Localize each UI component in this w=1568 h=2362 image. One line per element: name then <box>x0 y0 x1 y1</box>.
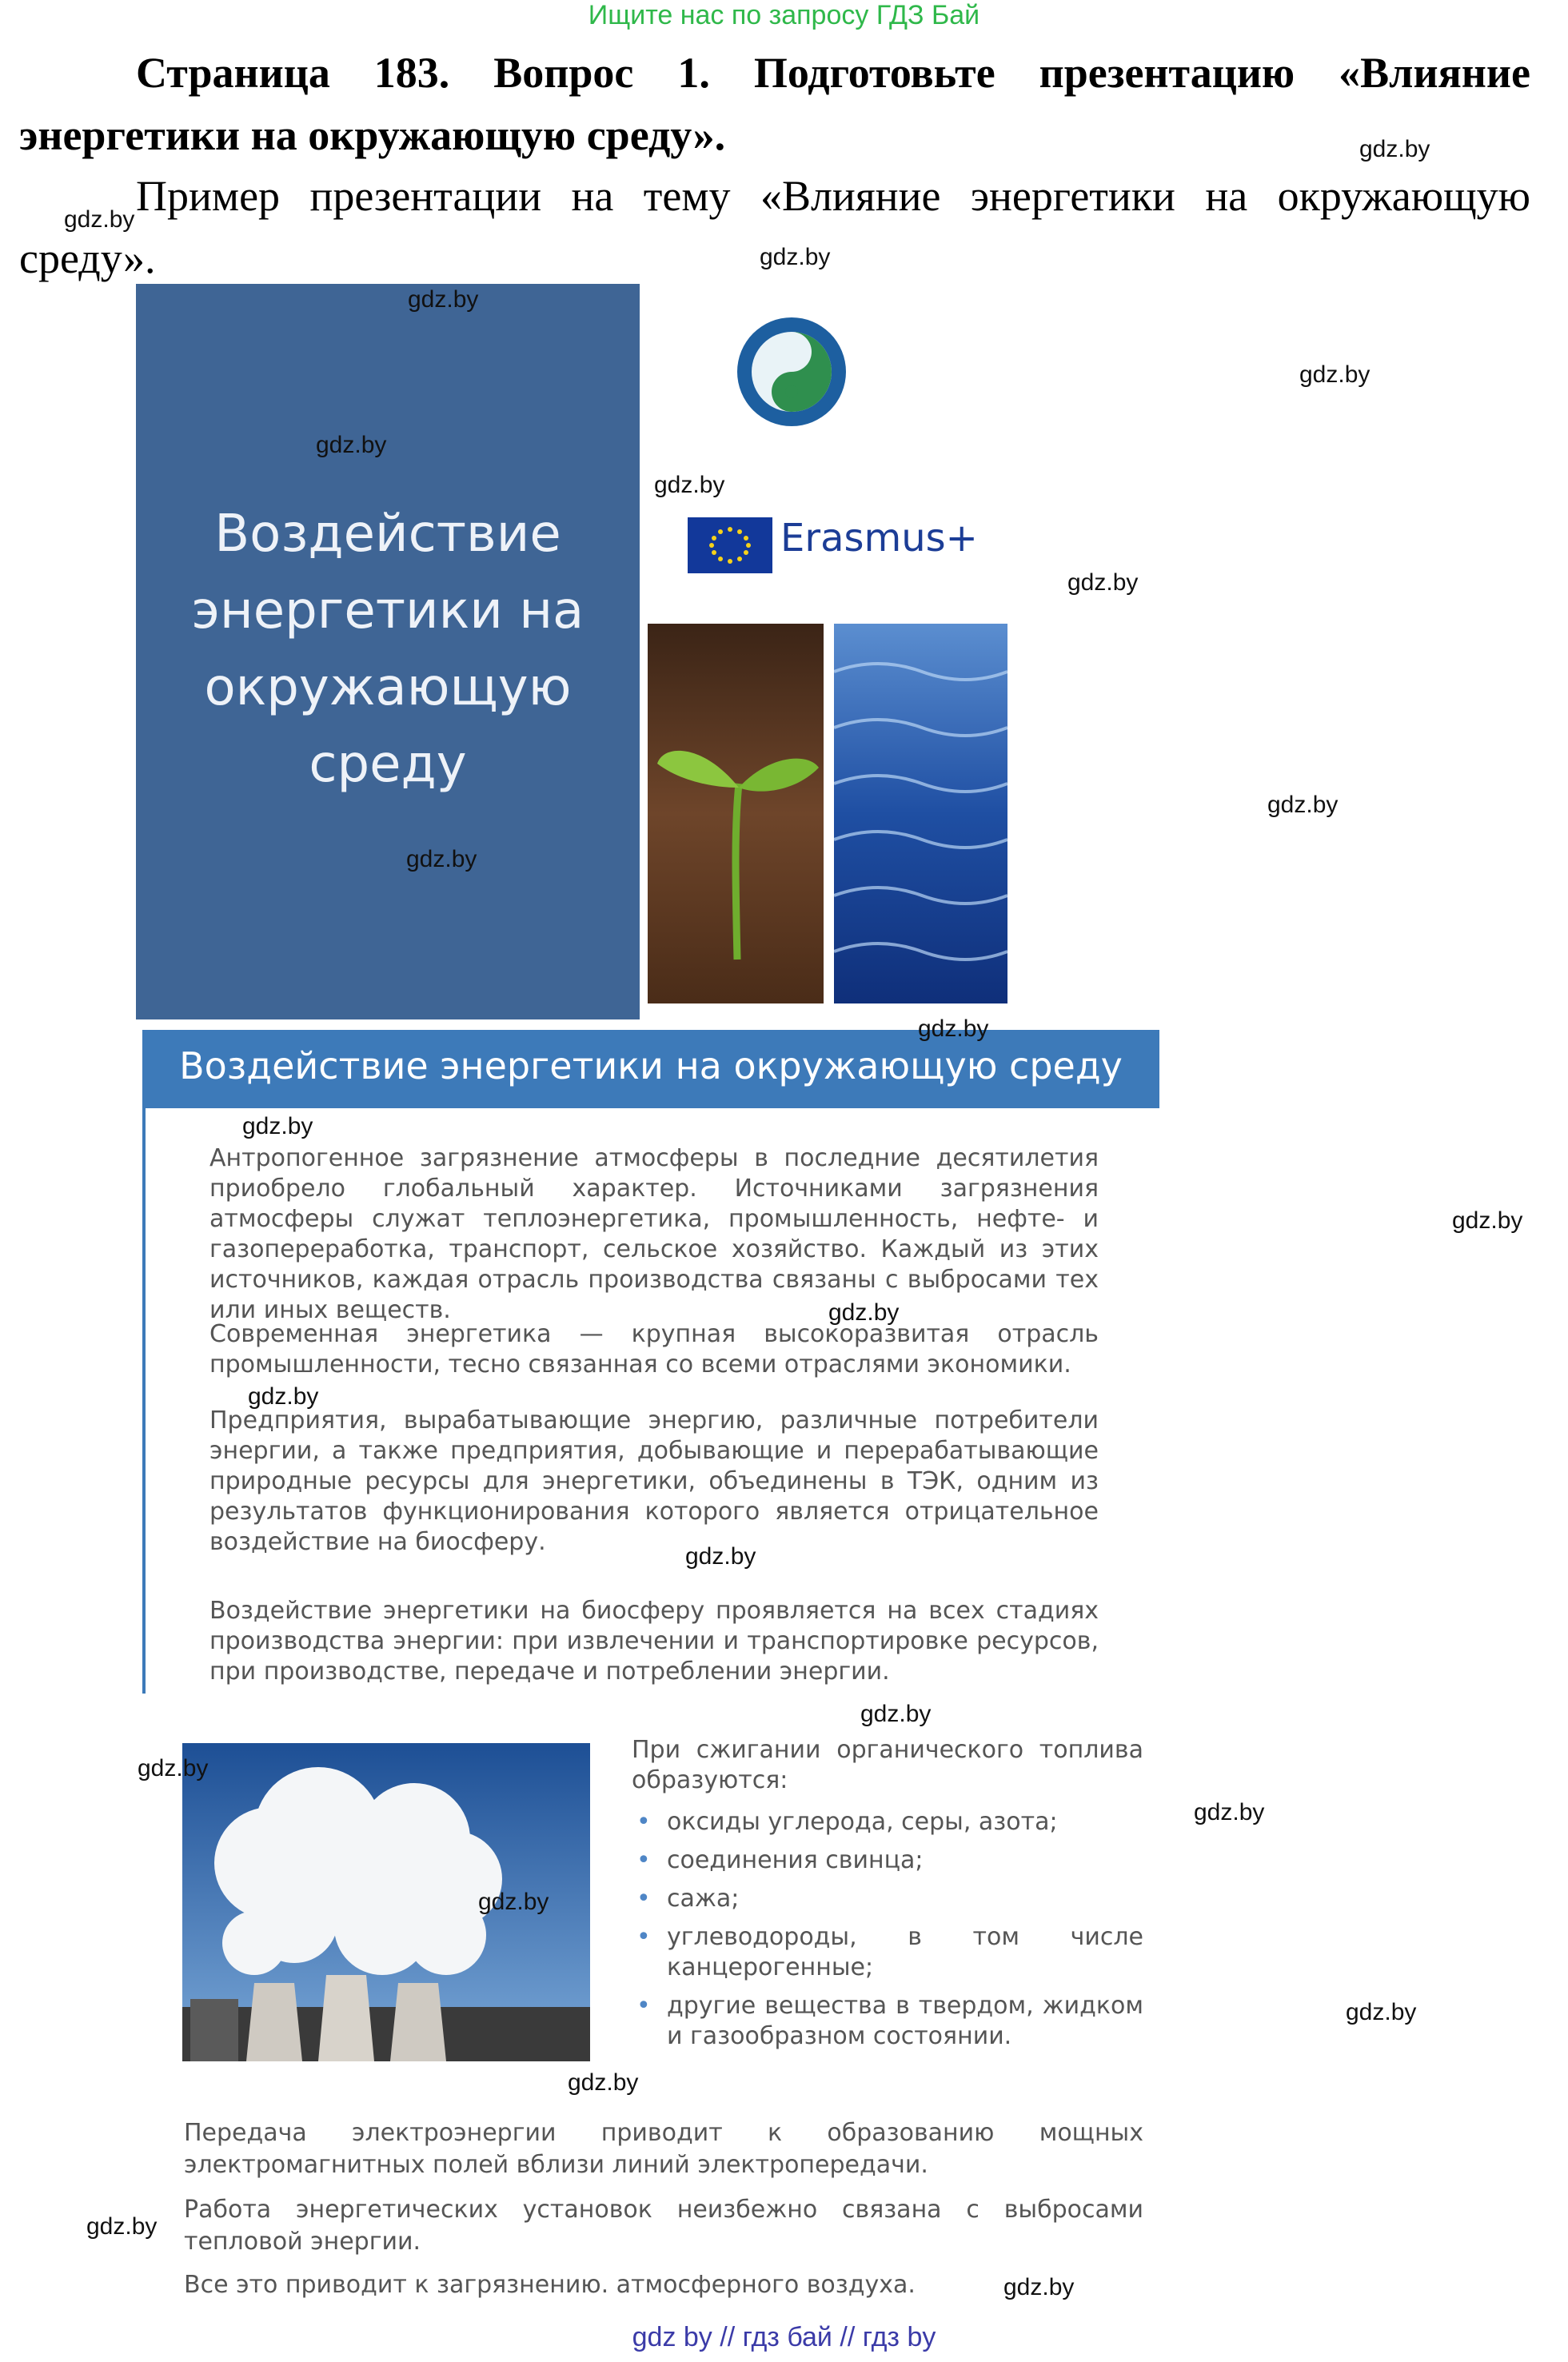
watermark: gdz.by <box>242 1113 313 1139</box>
slide-title <box>136 284 1007 1019</box>
watermark: gdz.by <box>86 2213 158 2240</box>
erasmus-ecoimpact-logo <box>736 316 848 428</box>
watermark: gdz.by <box>568 2069 639 2096</box>
watermark: gdz.by <box>316 432 387 458</box>
watermark: gdz.by <box>1267 792 1339 818</box>
watermark: gdz.by <box>408 286 479 313</box>
watermark: gdz.by <box>760 244 831 270</box>
watermark: gdz.by <box>406 846 477 872</box>
list-item: • сажа; <box>632 1884 1143 1914</box>
slide-header-bar <box>142 1030 1159 1108</box>
paragraph: Антропогенное загрязнение атмосферы в последние десятилетия приобрело глобальный характер. Источниками загрязнения атмосферы служат теплоэнергетика, промышленность, нефте- и газопереработка, транспорт, сельское хозяйство. Каждый из этих источников, каждая отрасль производства связаны с выбросами тех или иных веществ. <box>209 1144 1099 1324</box>
watermark: gdz.by <box>828 1299 900 1326</box>
intro-text: Пример презентации на тему «Влияние энергетики на окружающую среду». <box>19 172 1530 282</box>
watermark: gdz.by <box>1067 569 1139 596</box>
watermark: gdz.by <box>918 1015 989 1042</box>
logo-panel <box>640 284 1007 1019</box>
paragraph: Предприятия, вырабатывающие энергию, различные потребители энергии, а также предприятия, добывающие и перерабатывающие природные ресурсы для энергетики, объединены в ТЭК, одним из результатов функционирования которого является отрицательное воздействие на биосферу. <box>209 1406 1099 1556</box>
slide-left-edge <box>142 1108 146 1694</box>
water-photo <box>834 624 1007 1003</box>
page-heading: Страница 183. Вопрос 1. Подготовьте презентацию «Влияние энергетики на окружающую среду». <box>19 49 1530 159</box>
title-panel <box>136 284 640 1019</box>
eu-flag-icon <box>688 517 772 573</box>
watermark: gdz.by <box>138 1755 209 1781</box>
paragraph: Современная энергетика — крупная высокоразвитая отрасль промышленности, тесно связанная со всеми отраслями экономики. <box>209 1320 1099 1378</box>
paragraph: Все это приводит к загрязнению. атмосферного воздуха. <box>184 2271 916 2299</box>
emissions-list <box>632 1807 1143 2060</box>
watermark: gdz.by <box>1194 1799 1265 1825</box>
slide-title-text: Воздействие энергетики на окружающую среду <box>191 505 585 794</box>
list-item: • другие вещества в твердом, жидком и газообразном состоянии. <box>632 1991 1143 2052</box>
watermark: gdz.by <box>248 1383 319 1410</box>
watermark: gdz.by <box>685 1543 756 1570</box>
watermark: gdz.by <box>654 472 725 498</box>
top-note: Ищите нас по запросу ГДЗ Бай <box>588 0 980 30</box>
paragraph: Передача электроэнергии приводит к образованию мощных электромагнитных полей вблизи линий электропередачи. <box>184 2119 1143 2179</box>
list-item: • оксиды углерода, серы, азота; <box>632 1807 1143 1837</box>
watermark: gdz.by <box>1299 361 1371 388</box>
slide-emissions <box>136 1703 1167 2319</box>
paragraph: Воздействие энергетики на биосферу проявляется на всех стадиях производства энергии: при извлечении и транспортировке ресурсов, при производстве, передаче и потреблении энергии. <box>209 1597 1099 1686</box>
watermark: gdz.by <box>1359 136 1430 162</box>
paragraph: Работа энергетических установок неизбежно связана с выбросами тепловой энергии. <box>184 2196 1143 2256</box>
watermark: gdz.by <box>1003 2274 1075 2300</box>
watermark: gdz.by <box>1346 1999 1417 2025</box>
list-item: • углеводороды, в том числе канцерогенные; <box>632 1922 1143 1983</box>
slide-header-title: Воздействие энергетики на окружающую среду <box>179 1044 1123 1087</box>
watermark: gdz.by <box>64 206 135 233</box>
lead-text: При сжигании органического топлива образуются: <box>632 1736 1143 1794</box>
list-item: • соединения свинца; <box>632 1845 1143 1876</box>
footer-text: gdz by // гдз бай // гдз by <box>632 2322 936 2352</box>
watermark: gdz.by <box>1452 1207 1523 1234</box>
watermark: gdz.by <box>860 1701 932 1727</box>
erasmus-logo-text: Erasmus+ <box>780 516 978 561</box>
sprout-photo <box>648 624 824 1003</box>
watermark: gdz.by <box>478 1889 549 1915</box>
